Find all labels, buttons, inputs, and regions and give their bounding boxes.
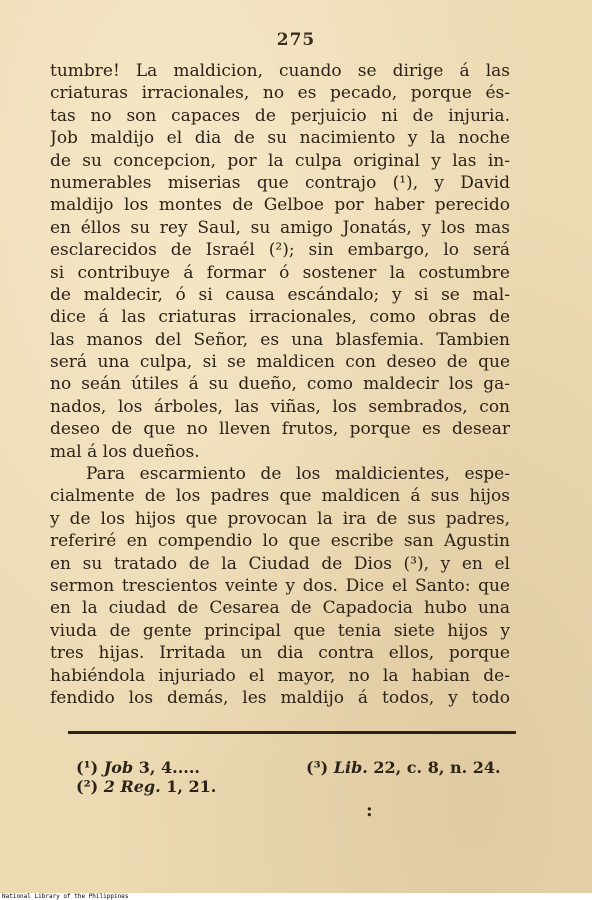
footnote-3	[306, 758, 501, 777]
text-line: será una culpa, si se maldicen con deseo de que	[50, 352, 510, 373]
text-line: maldijo los montes de Gelboe por haber perecido	[50, 195, 510, 216]
footnote-locator: 3, 4.....	[133, 758, 200, 777]
text-line: nados, los árboles, las viñas, los sembrados, con	[50, 396, 510, 417]
text-line: en su tratado de la Ciudad de Dios (³), y en el	[50, 553, 510, 574]
footnote-marker: (¹)	[76, 758, 99, 777]
text-line: Job maldijo el dia de su nacimiento y la noche	[50, 128, 510, 149]
footnote-2	[76, 777, 216, 796]
text-line: dice á las criaturas irracionales, como obras de	[50, 307, 510, 328]
body-text	[50, 60, 510, 709]
text-line: numerables miserias que contrajo (¹), y David	[50, 172, 510, 193]
signature-mark: :	[366, 800, 373, 821]
footnote-locator: 1, 21.	[160, 777, 217, 796]
text-line: viuda de gente principal que tenia siete hijos y	[50, 620, 510, 641]
footnote-1	[76, 758, 200, 777]
text-line: deseo de que no lleven frutos, porque es desear	[50, 419, 510, 440]
text-line: las manos del Señor, es una blasfemia. Tambien	[50, 329, 510, 350]
footnote-marker: (²)	[76, 777, 99, 796]
paragraph-end-line: mal á los dueños.	[50, 441, 200, 462]
text-line: cialmente de los padres que maldicen á sus hijos	[50, 486, 510, 507]
footnote-reference: Job	[103, 758, 134, 777]
text-line: tumbre! La maldicion, cuando se dirige á las	[50, 61, 510, 81]
text-line: en la ciudad de Cesarea de Capadocia hubo una	[50, 598, 510, 619]
text-line: habiéndola injuriado el mayor, no la habian de-	[50, 665, 510, 686]
text-line: en éllos su rey Saul, su amigo Jonatás, y los mas	[50, 217, 510, 238]
text-line: de maldecir, ó si causa escándalo; y si se mal-	[50, 284, 510, 305]
text-line: tas no son capaces de perjuicio ni de injuria.	[50, 105, 510, 126]
footnote-locator: 22, c. 8, n. 24.	[367, 758, 501, 777]
text-line: referiré en compendio lo que escribe san Agustin	[50, 531, 510, 552]
text-line: fendido los demás, les maldijo á todos, y todo	[50, 687, 510, 708]
page-number: 275	[276, 30, 316, 50]
text-line: si contribuye á formar ó sostener la costumbre	[50, 262, 510, 283]
text-line: sermon trescientos veinte y dos. Dice el Santo: que	[50, 575, 510, 596]
text-line: no seán útiles á su dueño, como maldecir los ga-	[50, 374, 510, 395]
text-line: y de los hijos que provocan la ira de sus padres,	[50, 508, 510, 529]
text-line: tres hijas. Irritada un dia contra ellos, porque	[50, 643, 510, 664]
footnote-reference: Lib.	[333, 758, 368, 777]
footnote-marker: (³)	[306, 758, 329, 777]
footnote-reference: 2 Reg.	[103, 777, 161, 796]
text-line: criaturas irracionales, no es pecado, porque és-	[50, 83, 510, 104]
text-line: de su concepcion, por la culpa original y las in-	[50, 150, 510, 171]
text-line: esclarecidos de Israél (²); sin embargo, lo será	[50, 240, 510, 261]
library-credit: National Library of the Philippines	[2, 893, 129, 900]
footnote-divider	[68, 731, 516, 734]
paragraph-start-line: Para escarmiento de los maldicientes, espe-	[86, 464, 510, 485]
